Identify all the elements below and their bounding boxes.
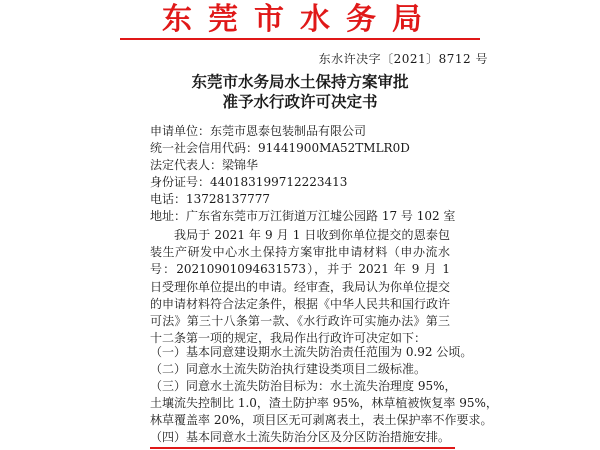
document-title-line2: 准予水行政许可决定书 — [222, 92, 378, 111]
decision-item-1: （一）基本同意建设期水土流失防治责任范围为 0.92 公顷。 — [150, 345, 473, 359]
legal-representative: 法定代表人：梁锦华 — [150, 158, 259, 172]
document-title-line1: 东莞市水务局水土保持方案审批 — [191, 72, 409, 91]
phone-number: 电话：13728137777 — [150, 192, 270, 206]
decision-item-3-line2: 土壤流失控制比 1.0，渣土防护率 95%，林草植被恢复率 95%， — [150, 396, 498, 410]
decision-paragraph: 我局于 2021 年 9 月 1 日收到你单位提交的恩泰包装生产研发中心水土保持方案审批申请材料（申办流水号：20210901094631573），并于 2021 年 9 月 1 日受理你单位提出的申请。经审查，我局认为你单位提交的申请材料符合法定条件，根据《中华人民共和国行政许可法》第三十八条第一款、《水行政许可实施办法》第三十二条第一项的规定，我局作出行政许可决定如下： — [150, 228, 451, 346]
document-number: 东水许决字〔2021〕8712 号 — [318, 52, 488, 66]
decision-item-3-line1: （三）同意水土流失防治目标为：水土流失治理度 95%， — [150, 379, 457, 393]
address: 地址：广东省东莞市万江街道万江墟公园路 17 号 102 室 — [150, 209, 456, 223]
decision-item-2: （二）同意水土流失防治执行建设类项目二级标准。 — [150, 362, 427, 376]
credit-code: 统一社会信用代码：91441900MA52TMLR0D — [150, 141, 410, 155]
footer-rule — [150, 447, 455, 449]
id-number: 身份证号：440183199712223413 — [150, 175, 348, 189]
decision-item-3-line3: 林草覆盖率 20%，项目区无可剥离表土，表土保护率不作要求。 — [150, 413, 493, 427]
letterhead-rule — [120, 38, 480, 40]
applicant-name: 申请单位：东莞市恩泰包装制品有限公司 — [150, 124, 367, 138]
agency-name: 东莞市水务局 — [162, 2, 438, 37]
decision-item-4: （四）基本同意水土流失防治分区及分区防治措施安排。 — [150, 430, 451, 444]
